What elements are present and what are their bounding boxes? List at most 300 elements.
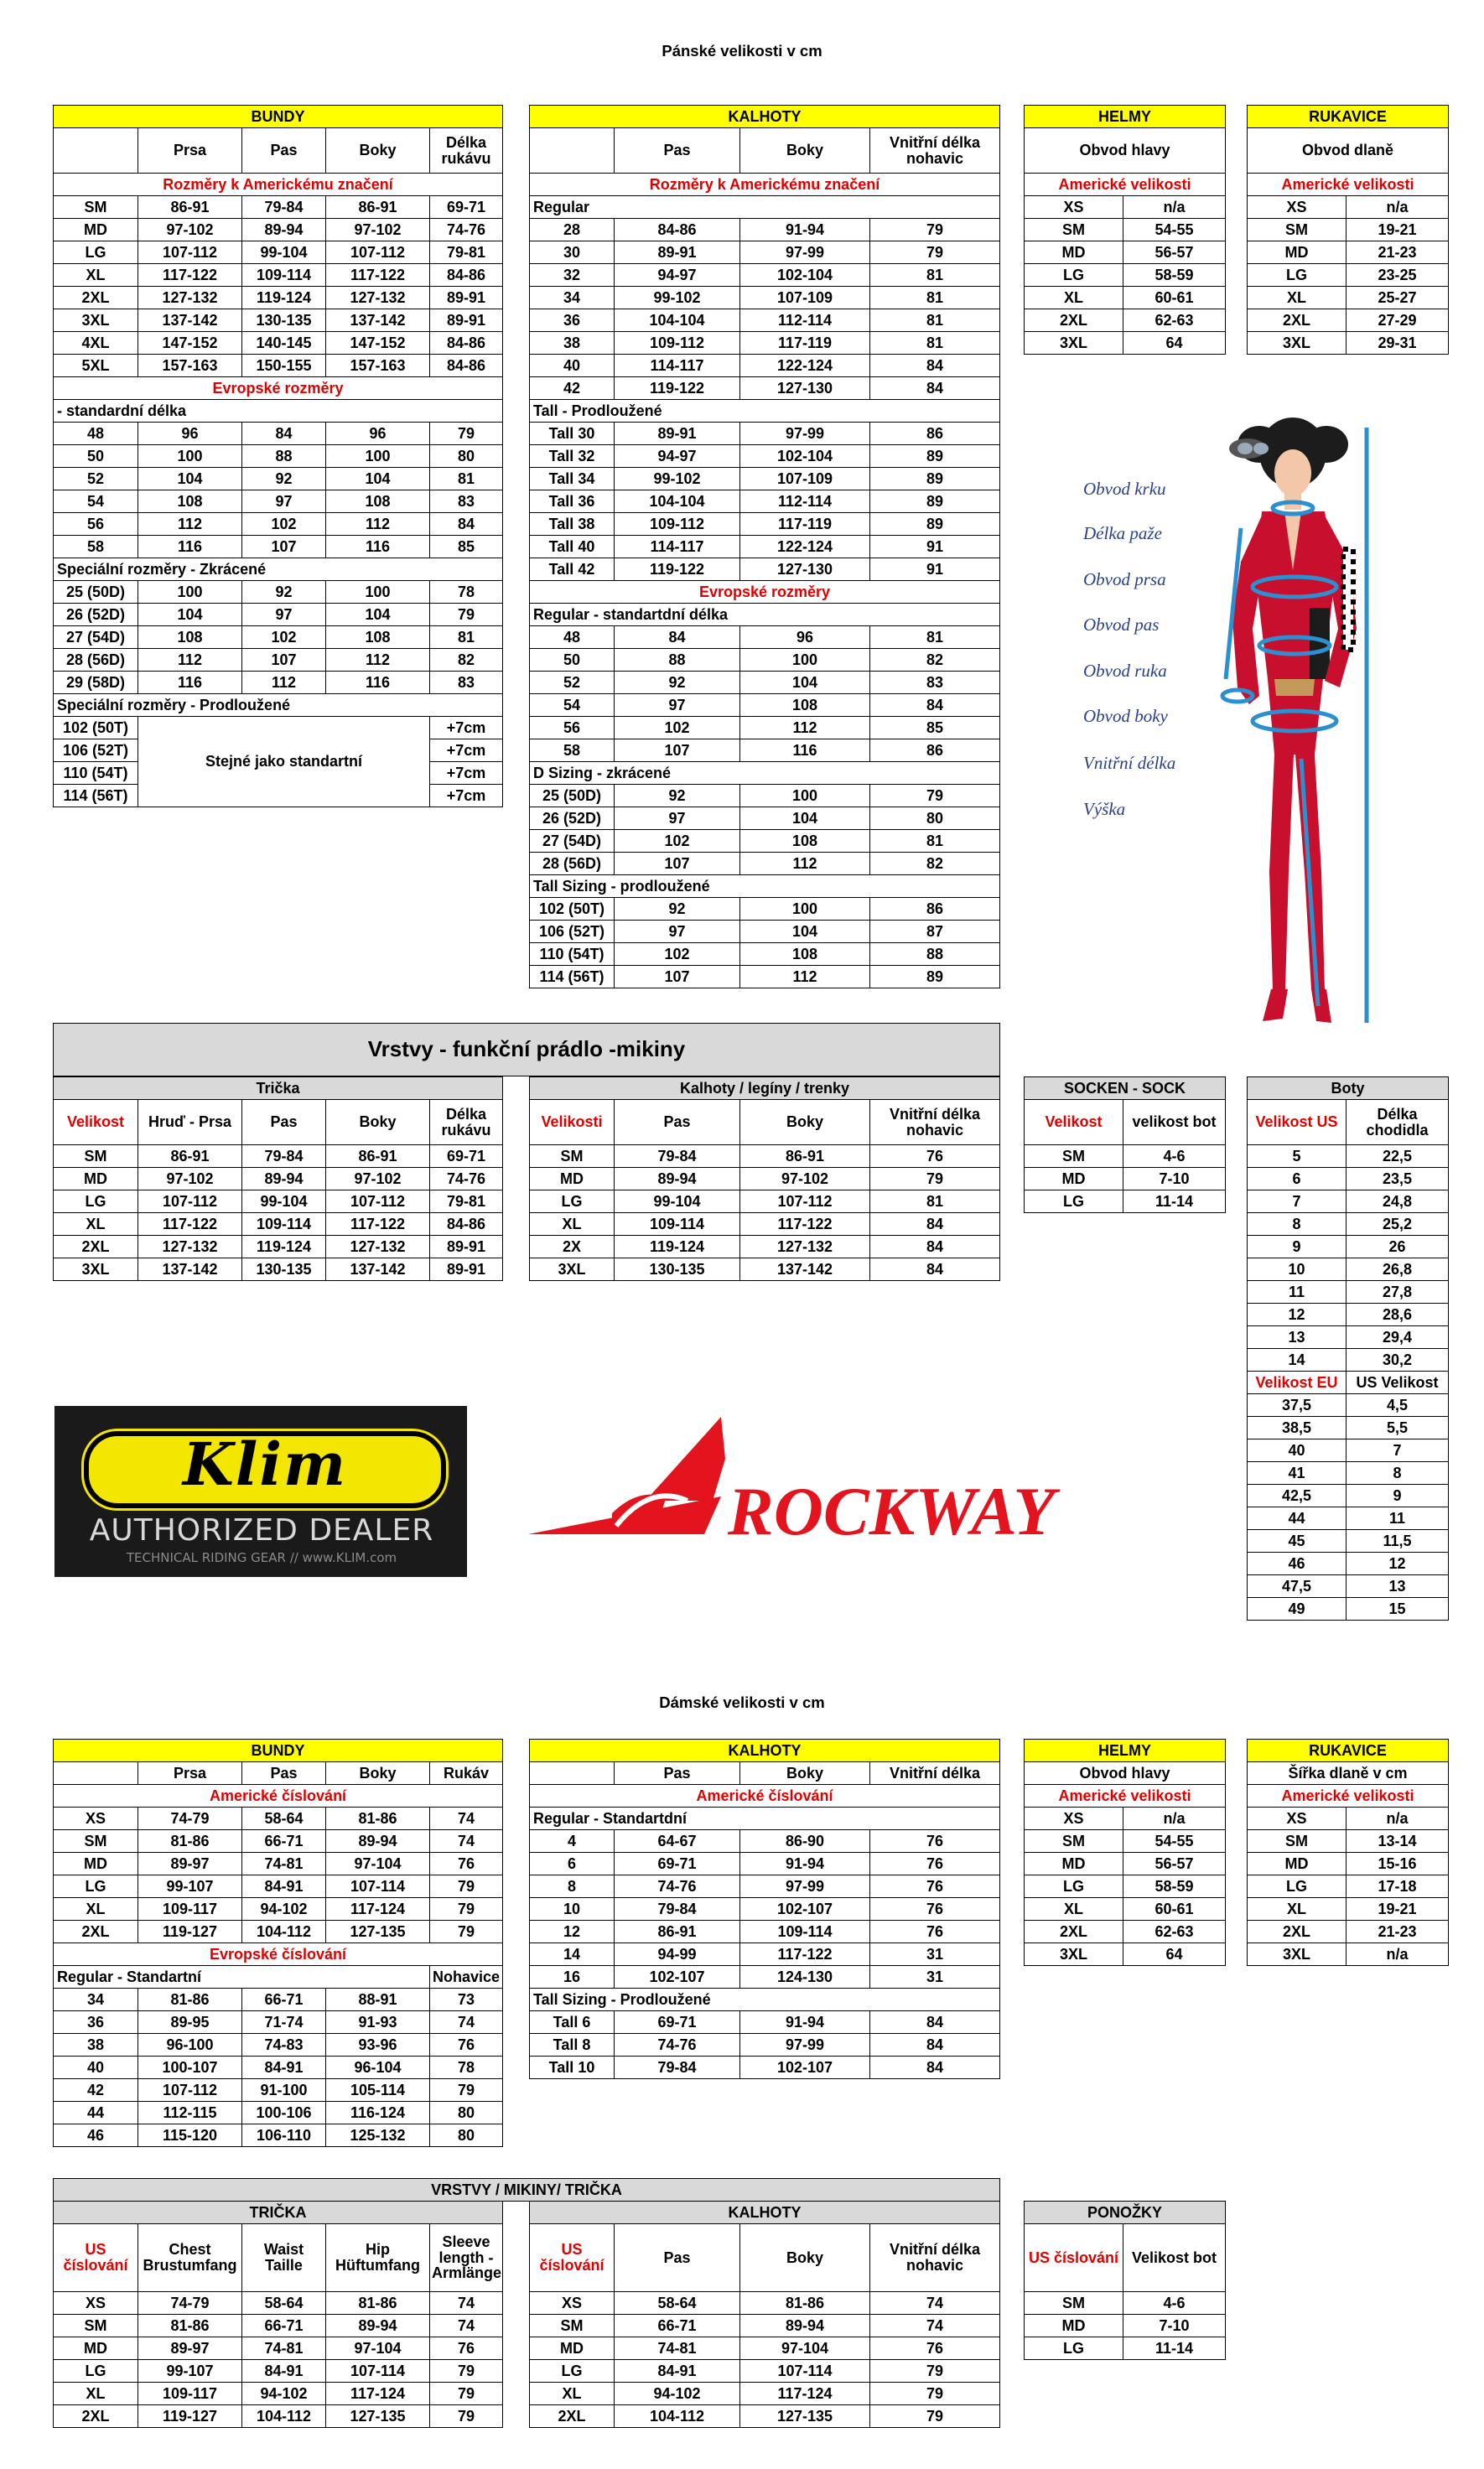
table-cell: 104: [138, 604, 242, 626]
table-cell: 11-14: [1123, 1190, 1226, 1213]
table-cell: MD: [1025, 2315, 1123, 2337]
table-row: [54, 2360, 503, 2383]
table-cell: n/a: [1346, 1808, 1449, 1830]
column-header: Velikosti: [530, 1100, 615, 1145]
table-cell: LG: [54, 241, 138, 264]
table-row: [54, 604, 503, 626]
table-cell: 104-112: [242, 2405, 326, 2428]
table-row: [54, 2224, 503, 2292]
table-cell: XL: [1025, 287, 1123, 309]
table-cell: MD: [1025, 1168, 1123, 1190]
table-cell: 127-130: [740, 377, 870, 400]
column-header: Pas: [615, 128, 740, 174]
figure-label-height: Výška: [1083, 799, 1126, 819]
table-row: [54, 1258, 503, 1281]
table-row: [54, 558, 503, 581]
column-header: [54, 128, 138, 174]
table-cell: 99-107: [138, 1875, 242, 1898]
column-header: Šířka dlaně v cm: [1248, 1762, 1449, 1785]
table-cell: 106 (52T): [530, 921, 615, 943]
table-cell: 97-99: [740, 1875, 870, 1898]
table-cell: LG: [530, 1190, 615, 1213]
table-row: [54, 1236, 503, 1258]
women-socks-table: [1024, 2201, 1226, 2360]
table-cell: 106 (52T): [54, 739, 138, 762]
table-cell: 110 (54T): [54, 762, 138, 785]
table-cell: 119-122: [615, 558, 740, 581]
table-cell: 26,8: [1346, 1258, 1449, 1281]
table-cell: MD: [530, 1168, 615, 1190]
table-cell: 86-91: [740, 1145, 870, 1168]
table-cell: 82: [430, 649, 503, 672]
table-row: [1248, 128, 1449, 174]
table-row: [54, 1213, 503, 1236]
table-cell: 26: [1346, 1236, 1449, 1258]
table-cell: 91: [870, 536, 1000, 558]
column-header: Boky: [740, 2224, 870, 2292]
table-cell: 89: [870, 468, 1000, 490]
table-cell: Tall 38: [530, 513, 615, 536]
table-row: [1248, 1553, 1449, 1575]
table-cell: 2XL: [54, 287, 138, 309]
table-cell: 97-102: [138, 219, 242, 241]
table-cell: MD: [1025, 241, 1123, 264]
table-cell: XS: [1025, 196, 1123, 219]
table-cell: 108: [138, 626, 242, 649]
table-cell: 54-55: [1123, 1830, 1226, 1853]
table-cell: SM: [54, 196, 138, 219]
table-row: [54, 287, 503, 309]
table-row: [1248, 1394, 1449, 1417]
table-cell: 4-6: [1123, 1145, 1226, 1168]
section-label: Americké velikosti: [1248, 1785, 1449, 1808]
table-cell: 79: [430, 2360, 503, 2383]
table-cell: 7: [1248, 1190, 1346, 1213]
table-cell: 25-27: [1346, 287, 1449, 309]
women-pants-table: [529, 1739, 1000, 2079]
column-header: Pas: [242, 128, 326, 174]
table-row: [54, 1785, 503, 1808]
klim-dealer-logo: [54, 1406, 467, 1577]
table-cell: 74-79: [138, 2292, 242, 2315]
table-cell: 97: [615, 921, 740, 943]
table-row: [530, 2292, 1000, 2315]
table-cell: 74-83: [242, 2034, 326, 2057]
table-cell: LG: [1025, 1190, 1123, 1213]
table-cell: 4,5: [1346, 1394, 1449, 1417]
table-cell: 3XL: [1025, 1943, 1123, 1966]
table-cell: 102 (50T): [54, 717, 138, 739]
table-cell: 56-57: [1123, 241, 1226, 264]
table-cell: 2XL: [1248, 309, 1346, 332]
table-cell: 97-102: [740, 1168, 870, 1190]
table-cell: 130-135: [242, 1258, 326, 1281]
table-row: [54, 1808, 503, 1830]
table-cell: 76: [870, 1853, 1000, 1875]
table-cell: 54: [530, 694, 615, 717]
table-cell: LG: [54, 1875, 138, 1898]
table-cell: 112: [740, 717, 870, 739]
table-cell: 74-76: [430, 219, 503, 241]
table-cell: 119-122: [615, 377, 740, 400]
table-cell: 107-109: [740, 468, 870, 490]
table-row: [1248, 264, 1449, 287]
table-cell: 119-124: [242, 1236, 326, 1258]
table-cell: 122-124: [740, 355, 870, 377]
table-cell: 117-122: [740, 1213, 870, 1236]
table-cell: SM: [530, 1145, 615, 1168]
table-cell: 50: [54, 445, 138, 468]
table-cell: 107-112: [138, 241, 242, 264]
table-cell: 25 (50D): [54, 581, 138, 604]
table-cell: 97-99: [740, 423, 870, 445]
table-cell: 15: [1346, 1598, 1449, 1621]
table-cell: 8: [1346, 1462, 1449, 1485]
table-cell: 107-112: [138, 2079, 242, 2102]
table-cell: 27 (54D): [530, 830, 615, 853]
table-row: [1025, 2202, 1226, 2224]
table-row: [530, 264, 1000, 287]
table-cell: 125-132: [326, 2124, 430, 2147]
table-row: [54, 196, 503, 219]
section-label: Americké číslování: [54, 1785, 503, 1808]
table-cell: 84: [615, 626, 740, 649]
table-cell: 81: [870, 1190, 1000, 1213]
column-header: [54, 1762, 138, 1785]
table-cell: 74: [430, 2292, 503, 2315]
table-cell: 23-25: [1346, 264, 1449, 287]
table-row: [530, 423, 1000, 445]
table-cell: 100: [740, 898, 870, 921]
table-cell: 28 (56D): [530, 853, 615, 875]
table-cell: 105-114: [326, 2079, 430, 2102]
table-row: [1248, 1808, 1449, 1830]
table-cell: 91-94: [740, 219, 870, 241]
table-cell: LG: [1025, 1875, 1123, 1898]
table-row: [1248, 1326, 1449, 1349]
table-cell: 86-91: [138, 1145, 242, 1168]
table-cell: 84-86: [430, 1213, 503, 1236]
table-row: [1248, 219, 1449, 241]
table-cell: 74-76: [615, 2034, 740, 2057]
section-label: D Sizing - zkrácené: [530, 762, 1000, 785]
section-label: Rozměry k Americkému značení: [530, 174, 1000, 196]
table-row: [1248, 1236, 1449, 1258]
table-cell: 84-86: [615, 219, 740, 241]
table-row: [54, 2079, 503, 2102]
table-cell: 94-97: [615, 264, 740, 287]
table-cell: 40: [530, 355, 615, 377]
table-row: [1025, 2224, 1226, 2292]
table-row: [1248, 1417, 1449, 1439]
table-row: [54, 513, 503, 536]
table-row: [1025, 241, 1226, 264]
table-cell: 84: [242, 423, 326, 445]
table-cell: 69-71: [615, 2011, 740, 2034]
table-cell: 2XL: [1025, 309, 1123, 332]
table-cell: 46: [1248, 1553, 1346, 1575]
table-cell: 94-102: [242, 2383, 326, 2405]
table-cell: 99-102: [615, 287, 740, 309]
table-cell: 92: [242, 581, 326, 604]
table-row: [1248, 1372, 1449, 1394]
table-row: [530, 1145, 1000, 1168]
table-row: [530, 2337, 1000, 2360]
table-cell: 127-135: [740, 2405, 870, 2428]
table-cell: 76: [870, 2337, 1000, 2360]
table-cell: 5: [1248, 1145, 1346, 1168]
table-cell: 116-124: [326, 2102, 430, 2124]
table-cell: 127-132: [740, 1236, 870, 1258]
table-row: [54, 377, 503, 400]
table-cell: 42: [54, 2079, 138, 2102]
table-row: [54, 581, 503, 604]
table-cell: 76: [870, 1830, 1000, 1853]
table-row: [1025, 1785, 1226, 1808]
table-row: [54, 106, 503, 128]
table-row: [530, 898, 1000, 921]
table-cell: 112-114: [740, 309, 870, 332]
section-label: Americké číslování: [530, 1785, 1000, 1808]
table-row: [1248, 1598, 1449, 1621]
table-cell: 81-86: [326, 2292, 430, 2315]
table-cell: 12: [530, 1921, 615, 1943]
table-cell: 114-117: [615, 536, 740, 558]
table-cell: 97: [615, 807, 740, 830]
table-cell: 104: [740, 807, 870, 830]
table-row: [530, 2011, 1000, 2034]
table-cell: 62-63: [1123, 1921, 1226, 1943]
table-cell: XL: [54, 1898, 138, 1921]
table-cell: 28 (56D): [54, 649, 138, 672]
table-row: [530, 287, 1000, 309]
table-row: [1248, 241, 1449, 264]
table-cell: 99-104: [242, 241, 326, 264]
table-row: [1248, 1785, 1449, 1808]
table-row: [530, 1830, 1000, 1853]
table-row: [54, 1921, 503, 1943]
table-cell: 107: [615, 966, 740, 988]
table-cell: 104: [326, 468, 430, 490]
table-cell: 3XL: [54, 309, 138, 332]
column-header: Boky: [740, 1762, 870, 1785]
table-cell: 94-97: [615, 445, 740, 468]
table-cell: 140-145: [242, 332, 326, 355]
table-row: [1248, 1213, 1449, 1236]
table-cell: 100: [740, 649, 870, 672]
table-cell: 150-155: [242, 355, 326, 377]
table-cell: 26 (52D): [54, 604, 138, 626]
table-cell: XL: [54, 1213, 138, 1236]
table-row: [1248, 1100, 1449, 1145]
table-cell: XS: [530, 2292, 615, 2315]
table-cell: 7-10: [1123, 1168, 1226, 1190]
table-cell: 119-127: [138, 1921, 242, 1943]
table-cell: n/a: [1123, 1808, 1226, 1830]
table-cell: 102 (50T): [530, 898, 615, 921]
table-cell: 107-114: [740, 2360, 870, 2383]
table-title: RUKAVICE: [1248, 106, 1449, 128]
table-cell: 12: [1248, 1304, 1346, 1326]
table-cell: XL: [54, 2383, 138, 2405]
table-cell: 137-142: [740, 1258, 870, 1281]
table-row: [1248, 1762, 1449, 1785]
table-row: [530, 626, 1000, 649]
table-cell: 38,5: [1248, 1417, 1346, 1439]
column-header: Boky: [326, 1762, 430, 1785]
table-cell: 109-117: [138, 1898, 242, 1921]
table-cell: 94-102: [242, 1898, 326, 1921]
table-cell: 27 (54D): [54, 626, 138, 649]
column-header: Prsa: [138, 1762, 242, 1785]
table-row: [530, 1168, 1000, 1190]
table-row: [530, 400, 1000, 423]
table-row: [54, 2034, 503, 2057]
table-row: [530, 2202, 1000, 2224]
table-cell: 79: [430, 2383, 503, 2405]
table-cell: MD: [530, 2337, 615, 2360]
column-header: Velikost bot: [1123, 2224, 1226, 2292]
table-cell: 6: [530, 1853, 615, 1875]
table-cell: LG: [1025, 264, 1123, 287]
figure-label-hips: Obvod boky: [1083, 706, 1168, 726]
table-row: [1248, 1507, 1449, 1530]
table-cell: Tall 8: [530, 2034, 615, 2057]
table-cell: 81-86: [326, 1808, 430, 1830]
table-cell: 48: [530, 626, 615, 649]
table-cell: 76: [430, 1853, 503, 1875]
table-cell: 112: [242, 672, 326, 694]
table-cell: 107: [242, 536, 326, 558]
table-row: [54, 2202, 503, 2224]
table-row: [530, 943, 1000, 966]
table-cell: 100-107: [138, 2057, 242, 2079]
table-cell: 74: [870, 2292, 1000, 2315]
table-cell: 79: [430, 1921, 503, 1943]
table-cell: 122-124: [740, 536, 870, 558]
table-cell: 114 (56T): [530, 966, 615, 988]
table-cell: 107-112: [740, 1190, 870, 1213]
column-header: Pas: [615, 1100, 740, 1145]
table-row: [530, 1966, 1000, 1989]
table-row: [530, 581, 1000, 604]
table-cell: 89: [870, 445, 1000, 468]
table-cell: 127-130: [740, 558, 870, 581]
table-cell: 89-95: [138, 2011, 242, 2034]
table-row: [54, 468, 503, 490]
table-row: [530, 558, 1000, 581]
table-cell: 108: [326, 490, 430, 513]
table-row: [1248, 1943, 1449, 1966]
table-cell: 97: [242, 604, 326, 626]
table-cell: 147-152: [138, 332, 242, 355]
table-cell: 104: [326, 604, 430, 626]
table-cell: 3XL: [1248, 332, 1346, 355]
table-cell: 112: [740, 853, 870, 875]
women-layer-pants-table: [529, 2201, 1000, 2428]
table-row: [54, 649, 503, 672]
table-cell: 44: [1248, 1507, 1346, 1530]
table-cell: 80: [430, 2102, 503, 2124]
figure-label-inseam: Vnitřní délka: [1083, 753, 1176, 773]
table-row: [530, 1943, 1000, 1966]
table-cell: 45: [1248, 1530, 1346, 1553]
table-row: [530, 174, 1000, 196]
table-cell: 26 (52D): [530, 807, 615, 830]
table-cell: 41: [1248, 1462, 1346, 1485]
table-cell: 74-76: [615, 1875, 740, 1898]
table-cell: 80: [430, 2124, 503, 2147]
figure-label-chest: Obvod prsa: [1083, 569, 1166, 589]
table-cell: 99-104: [615, 1190, 740, 1213]
table-cell: 99-102: [615, 468, 740, 490]
table-cell: 96: [740, 626, 870, 649]
column-header: Boky: [326, 1100, 430, 1145]
table-cell: 50: [530, 649, 615, 672]
table-row: [1248, 1439, 1449, 1462]
table-cell: 80: [430, 445, 503, 468]
table-cell: 116: [138, 672, 242, 694]
column-header: Boky: [740, 1100, 870, 1145]
column-header: Sleeve length - Armlänge: [430, 2224, 503, 2292]
table-row: [1025, 106, 1226, 128]
table-cell: 56-57: [1123, 1853, 1226, 1875]
table-cell: XL: [530, 1213, 615, 1236]
table-row: [530, 445, 1000, 468]
table-row: [1025, 174, 1226, 196]
table-cell: 81-86: [138, 1830, 242, 1853]
table-cell: MD: [54, 219, 138, 241]
table-cell: 30: [530, 241, 615, 264]
table-cell: 84: [870, 2034, 1000, 2057]
table-row: [530, 1808, 1000, 1830]
table-cell: 52: [54, 468, 138, 490]
table-cell: 29-31: [1346, 332, 1449, 355]
table-cell: 97-104: [326, 2337, 430, 2360]
table-cell: 58: [54, 536, 138, 558]
table-row: [530, 219, 1000, 241]
table-cell: Tall 42: [530, 558, 615, 581]
table-cell: 4: [530, 1830, 615, 1853]
section-label: Americké velikosti: [1025, 174, 1226, 196]
column-header: Vnitřní délka nohavic: [870, 128, 1000, 174]
figure-label-arm: Délka paže: [1083, 523, 1162, 543]
table-cell: 82: [870, 853, 1000, 875]
table-row: [530, 2405, 1000, 2428]
table-cell: 79: [870, 219, 1000, 241]
table-cell: 80: [870, 807, 1000, 830]
table-row: [1248, 1875, 1449, 1898]
table-title: BUNDY: [54, 106, 503, 128]
table-cell: 89-94: [326, 2315, 430, 2337]
table-cell: 64: [1123, 332, 1226, 355]
table-cell: 11-14: [1123, 2337, 1226, 2360]
table-row: [54, 2011, 503, 2034]
table-cell: 88: [870, 943, 1000, 966]
table-cell: 81: [870, 309, 1000, 332]
table-cell: 104-104: [615, 490, 740, 513]
table-cell: XS: [1248, 196, 1346, 219]
table-row: [530, 1762, 1000, 1785]
table-cell: 117-124: [740, 2383, 870, 2405]
socks-table: [1024, 1076, 1226, 1213]
table-cell: 100: [138, 445, 242, 468]
table-cell: 108: [326, 626, 430, 649]
women-helmets-table: [1024, 1739, 1226, 1966]
table-row: [54, 2179, 1000, 2202]
table-cell: 100: [326, 581, 430, 604]
table-row: [530, 1898, 1000, 1921]
